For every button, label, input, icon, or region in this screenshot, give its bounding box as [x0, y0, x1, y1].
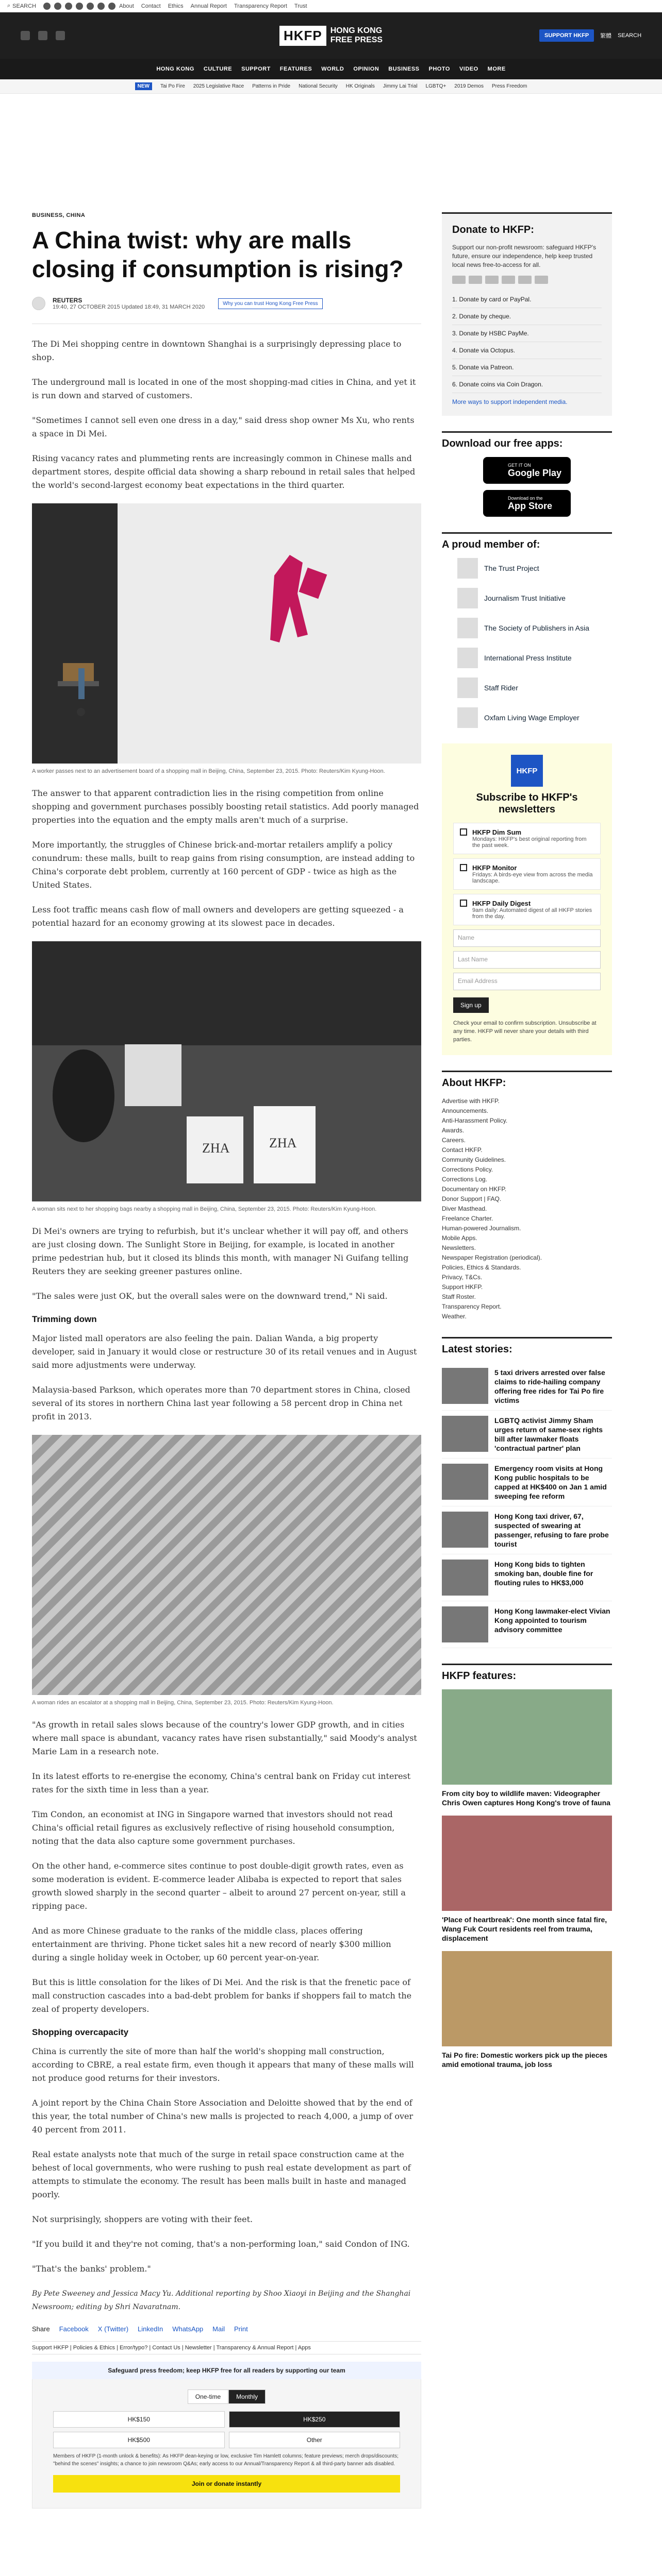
paragraph: China is currently the site of more than half the world's shopping mall construction, according to CBRE, a real estate firm, even though it appears that many of these malls will not produce good returns for their investors.: [32, 2046, 414, 2083]
paragraph: A joint report by the China Chain Store Association and Deloitte showed that by the end of this year, the total number of China's new malls is projected to reach 4,000, a jump of over 40 percent from 2011.: [32, 2098, 413, 2134]
about-link[interactable]: Documentary on HKFP.: [442, 1185, 507, 1193]
footer-links[interactable]: Support HKFP | Policies & Ethics | Error/typo? | Contact Us | Newsletter | Transparency & Annual Report | Apps: [32, 2341, 421, 2354]
paypal-icon: [502, 276, 515, 284]
telegram-icon[interactable]: [87, 3, 94, 10]
share-bar: [32, 2325, 421, 2333]
paragraph: "If you build it and they're not coming, that's a non-performing loan," said Condon of ING.: [32, 2239, 410, 2249]
paragraph: On the other hand, e-commerce sites continue to post double-digit growth rates, even as some moderation is evident. E-commerce leader Alibaba is expected to report that sales growth slowed sharply in the second quarter – albeit to around 27 percent on-year, still a ripping pace.: [32, 1861, 406, 1911]
newsletter-widget: [442, 743, 612, 1055]
author-avatar: [32, 297, 45, 310]
donate-option[interactable]: 1. Donate by card or PayPal.: [452, 291, 602, 308]
checkbox[interactable]: [460, 864, 467, 871]
photo-caption: A woman sits next to her shopping bags nearby a shopping mall in Beijing, China, September 23, 2015. Photo: Reuters/Kim Kyung-Hoon.: [32, 1206, 377, 1212]
story-item[interactable]: Emergency room visits at Hong Kong public hospitals to be capped at HK$400 on Jan 1 amid sweeping fee reform: [442, 1459, 612, 1506]
masthead: [0, 12, 662, 59]
author-name[interactable]: REUTERS: [53, 297, 82, 304]
newsletter-option[interactable]: HKFP Dim Sum Mondays: HKFP's best original reporting from the past week.: [453, 823, 601, 854]
nav-item[interactable]: OPINION: [353, 66, 379, 72]
publish-dates: 19:40, 27 OCTOBER 2015 Updated 18:49, 31 MARCH 2020: [53, 304, 205, 310]
paragraph: The Di Mei shopping centre in downtown Shanghai is a surprisingly depressing place to shop.: [32, 339, 402, 362]
paragraph: Less foot traffic means cash flow of mall owners and developers are getting squeezed - a potential hazard for an economy growing at its slowest pace in decades.: [32, 905, 404, 928]
page-wrap: [16, 94, 646, 2509]
new-badge: NEW: [135, 82, 152, 90]
donate-option[interactable]: 2. Donate by cheque.: [452, 308, 602, 325]
frequency-tabs: [53, 2389, 400, 2404]
app-store-button[interactable]: Download on the App Store: [483, 490, 571, 517]
ticker-item[interactable]: 2025 Legislative Race: [193, 83, 244, 89]
join-donate-button[interactable]: Join or donate instantly: [53, 2475, 400, 2493]
share-linkedin-link[interactable]: LinkedIn: [138, 2325, 163, 2333]
share-whatsapp-link[interactable]: WhatsApp: [172, 2325, 204, 2333]
paragraph: Malaysia-based Parkson, which operates more than 70 department stores in China, closed several of its stores in northern China last year following a 58 percent drop in China net profit in 2013.: [32, 1385, 410, 1421]
about-link[interactable]: Mobile Apps.: [442, 1234, 477, 1242]
amex-icon: [485, 276, 499, 284]
ticker-item[interactable]: HK Originals: [345, 83, 375, 89]
feature-link[interactable]: From city boy to wildlife maven: Videographer Chris Owen captures Hong Kong's trove of fauna: [442, 1789, 610, 1807]
share-mail-link[interactable]: Mail: [212, 2325, 225, 2333]
nav-item[interactable]: FEATURES: [279, 66, 312, 72]
donate-title: Donate to HKFP:: [452, 224, 534, 235]
paragraph: The answer to that apparent contradiction lies in the rising competition from online shopping and government purchases possibly boosting retail statistics. Add poorly managed properties into the equation and the empty malls aren't much of a surprise.: [32, 788, 419, 825]
support-banner[interactable]: Safeguard press freedom; keep HKFP free for all readers by supporting our team: [32, 2362, 421, 2379]
paragraph: Di Mei's owners are trying to refurbish, but it's unclear whether it will pay off, and others are just closing down. The Sunlight Store in Beijing, for example, is located in another prime pedestrian hub, but it closed its blinds this month, with manager Ni Guifang telling Reuters they are seeking greener pastures online.: [32, 1226, 409, 1276]
ticker-item[interactable]: 2019 Demos: [454, 83, 484, 89]
trust-link[interactable]: Trust: [294, 3, 307, 9]
features-title: HKFP features:: [442, 1670, 517, 1682]
trust-button[interactable]: Why you can trust Hong Kong Free Press: [218, 298, 323, 309]
story-thumbnail: [442, 1464, 488, 1500]
paragraph: More importantly, the struggles of Chinese brick-and-mortar retailers amplify a policy conundrum: these malls, built to reap gains from rising consumption, are instead adding to China's corporate debt problem, currently at 160 percent of GDP - twice as high as the United States.: [32, 840, 415, 890]
article-category[interactable]: BUSINESS, CHINA: [32, 212, 86, 218]
member-logo[interactable]: The Trust Project: [457, 558, 612, 579]
nav-item[interactable]: BUSINESS: [388, 66, 420, 72]
main-nav: [0, 59, 662, 79]
article: [32, 94, 421, 2509]
paragraph: "The sales were just OK, but the overall sales were on the downward trend," Ni said.: [32, 1291, 388, 1301]
feature-link[interactable]: Tai Po fire: Domestic workers pick up the pieces amid emotional trauma, job loss: [442, 2051, 608, 2069]
shopping-bags-illustration: [32, 941, 421, 1201]
nav-item[interactable]: MORE: [487, 66, 506, 72]
paragraph: "Sometimes I cannot sell even one dress in a day," said dress shop owner Ms Xu, who rents a space in Di Mei.: [32, 415, 415, 438]
story-item[interactable]: Hong Kong taxi driver, 67, suspected of swearing at passenger, refusing to fare probe tourist: [442, 1506, 612, 1554]
feature-link[interactable]: 'Place of heartbreak': One month since fatal fire, Wang Fuk Court residents reel from trauma, displacement: [442, 1916, 607, 1942]
signup-button[interactable]: Sign up: [453, 997, 489, 1013]
about-link[interactable]: Corrections Log.: [442, 1176, 488, 1183]
newsletter-note: Check your email to confirm subscription. Unsubscribe at any time. HKFP will never share your details with third parties.: [453, 1020, 597, 1043]
member-logo[interactable]: The Society of Publishers in Asia: [457, 618, 612, 638]
donate-option[interactable]: 5. Donate via Patreon.: [452, 359, 602, 376]
about-link[interactable]: Announcements.: [442, 1107, 489, 1114]
email-field[interactable]: Email Address: [453, 973, 601, 990]
share-print-link[interactable]: Print: [234, 2325, 248, 2333]
oxfam-logo: [457, 707, 478, 728]
feature-image[interactable]: [442, 1951, 612, 2046]
latest-title: Latest stories:: [442, 1344, 512, 1355]
ticker-item[interactable]: LGBTQ+: [425, 83, 446, 89]
ticker-item[interactable]: Jimmy Lai Trial: [383, 83, 418, 89]
story-item[interactable]: Hong Kong lawmaker-elect Vivian Kong appointed to tourism advisory committee: [442, 1601, 612, 1648]
share-label: Share: [32, 2325, 50, 2333]
topic-ticker: [0, 79, 662, 94]
story-thumbnail: [442, 1560, 488, 1596]
ethics-link[interactable]: Ethics: [168, 3, 184, 9]
story-thumbnail: [442, 1368, 488, 1404]
ticker-item[interactable]: Patterns in Pride: [252, 83, 291, 89]
paragraph: But this is little consolation for the likes of Di Mei. And the risk is that the frenetic pace of mall construction cascades into a bad-debt problem for banks if shoppers fail to match the zeal of property developers.: [32, 1977, 412, 2014]
about-link[interactable]: Weather.: [442, 1313, 467, 1320]
byline: [32, 297, 421, 310]
amount-option[interactable]: HK$250: [229, 2411, 401, 2428]
nav-item[interactable]: SUPPORT: [241, 66, 271, 72]
members-title: A proud member of:: [442, 539, 540, 550]
apps-widget: [442, 431, 612, 517]
section-heading: Shopping overcapacity: [32, 2027, 129, 2037]
section-heading: Trimming down: [32, 1314, 97, 1324]
instagram-icon[interactable]: [56, 31, 65, 40]
ipi-logo: [457, 648, 478, 668]
donate-form: [32, 2379, 421, 2509]
svg-text:ZHA: ZHA: [202, 1141, 230, 1156]
google-play-button[interactable]: GET IT ON Google Play: [483, 457, 571, 484]
linkedin-icon[interactable]: [97, 3, 105, 10]
jti-logo: [457, 588, 478, 608]
tab-monthly[interactable]: Monthly: [228, 2389, 266, 2404]
apps-title: Download our free apps:: [442, 438, 563, 449]
donate-option[interactable]: 3. Donate by HSBC PayMe.: [452, 325, 602, 342]
search-link[interactable]: ⌕ SEARCH: [7, 3, 37, 9]
visa-icon: [469, 276, 482, 284]
nav-item[interactable]: VIDEO: [459, 66, 478, 72]
paragraph: Major listed mall operators are also feeling the pain. Dalian Wanda, a big property developer, said in January it would close or restructure 30 of its retail venues and in August said more adjustments were underway.: [32, 1333, 417, 1370]
feature-image[interactable]: [442, 1689, 612, 1785]
member-logo[interactable]: Oxfam Living Wage Employer: [457, 707, 612, 728]
paragraph: "That's the banks' problem.": [32, 2264, 151, 2274]
story-thumbnail: [442, 1416, 488, 1452]
tab-one-time[interactable]: One-time: [188, 2389, 228, 2404]
facebook-icon[interactable]: [43, 3, 51, 10]
more-ways-link[interactable]: More ways to support independent media.: [452, 398, 568, 405]
photo-caption: A worker passes next to an advertisement board of a shopping mall in Beijing, China, September 23, 2015. Photo: Reuters/Kim Kyung-Hoon.: [32, 768, 385, 774]
amount-options: [53, 2432, 400, 2448]
top-utility-bar: [0, 0, 662, 12]
about-link[interactable]: Policies, Ethics & Standards.: [442, 1264, 521, 1271]
donate-option[interactable]: 6. Donate coins via Coin Dragon.: [452, 376, 602, 393]
latest-stories-widget: [442, 1337, 612, 1648]
instagram-icon[interactable]: [65, 3, 72, 10]
about-link[interactable]: Support HKFP.: [442, 1283, 483, 1291]
paragraph: Not surprisingly, shoppers are voting with their feet.: [32, 2214, 253, 2224]
transparency-link[interactable]: Transparency Report: [234, 3, 287, 9]
article-title: A China twist: why are malls closing if consumption is rising?: [32, 227, 404, 282]
about-link[interactable]: Community Guidelines.: [442, 1156, 506, 1163]
about-link[interactable]: Diver Masthead.: [442, 1205, 487, 1212]
donate-widget: [442, 212, 612, 416]
about-link[interactable]: Anti-Harassment Policy.: [442, 1117, 508, 1124]
features-widget: [442, 1664, 612, 2069]
amount-other[interactable]: Other: [229, 2432, 401, 2448]
ticker-item[interactable]: National Security: [299, 83, 338, 89]
masthead-right: [383, 29, 641, 42]
nav-item[interactable]: WORLD: [321, 66, 344, 72]
staff-rider-logo: [457, 677, 478, 698]
article-photo-escalator: [32, 1435, 421, 1695]
trust-project-logo: [457, 558, 478, 579]
masthead-left: [21, 31, 279, 40]
billboard-illustration: [32, 503, 421, 764]
newsletter-option[interactable]: HKFP Daily Digest 9am daily: Automated digest of all HKFP stories from the day.: [453, 894, 601, 925]
about-link[interactable]: Newspaper Registration (periodical).: [442, 1254, 542, 1261]
story-item[interactable]: LGBTQ activist Jimmy Sham urges return of same-sex rights bill after lawmaker floats 'contractual partner' plan: [442, 1411, 612, 1459]
ticker-item[interactable]: Press Freedom: [492, 83, 527, 89]
about-list: [442, 1096, 612, 1321]
photo-caption: A woman rides an escalator at a shopping mall in Beijing, China, September 23, 2015. Photo: Reuters/Kim Kyung-Hoon.: [32, 1700, 334, 1706]
payment-icons: [452, 276, 602, 284]
member-logo[interactable]: International Press Institute: [457, 648, 612, 668]
newsletter-title: Subscribe to HKFP's newsletters: [476, 792, 578, 815]
paragraph: "As growth in retail sales slows because of the country's lower GDP growth, and in cities where mall space is abundant, vacancy rates have risen substantially," said Moody's analyst Marie Lam in a research note.: [32, 1720, 417, 1756]
search-icon: ⌕: [7, 3, 11, 9]
article-photo-mall-billboard: [32, 503, 421, 764]
nav-item[interactable]: PHOTO: [428, 66, 450, 72]
about-link[interactable]: Contact HKFP.: [442, 1146, 483, 1154]
svg-text:ZHA: ZHA: [269, 1136, 297, 1150]
member-logo[interactable]: Journalism Trust Initiative: [457, 588, 612, 608]
amount-option[interactable]: HK$500: [53, 2432, 225, 2448]
paragraph: Rising vacancy rates and plummeting rents are increasingly common in Chinese malls and department stores, despite official data showing a sharp rebound in retail sales that helped the world's second-largest economy beat expectations in the third quarter.: [32, 453, 416, 490]
donate-option[interactable]: 4. Donate via Octopus.: [452, 342, 602, 359]
contact-link[interactable]: Contact: [141, 3, 161, 9]
about-link[interactable]: Advertise with HKFP.: [442, 1097, 500, 1105]
youtube-icon[interactable]: [76, 3, 83, 10]
x-icon[interactable]: [38, 31, 47, 40]
about-link[interactable]: Corrections Policy.: [442, 1166, 493, 1173]
site-logo[interactable]: HKFP HONG KONG FREE PRESS: [279, 26, 383, 46]
about-link[interactable]: Human-powered Journalism.: [442, 1225, 521, 1232]
gpay-icon: [518, 276, 532, 284]
hkfp-logo: HKFP: [511, 755, 543, 787]
paragraph: Real estate analysts note that much of the surge in retail space construction came at the behest of local governments, who were rushing to push real estate development as part of attempts to stimulate the economy. The result has been malls built in haste and managed poorly.: [32, 2149, 411, 2199]
story-item[interactable]: 5 taxi drivers arrested over false claims to ride-hailing company offering free rides for Tai Po fire victims: [442, 1363, 612, 1411]
paragraph: In its latest efforts to re-energise the economy, China's central bank on Friday cut interest rates for the sixth time in less than a year.: [32, 1771, 411, 1794]
article-photo-woman-shopping-bags: [32, 941, 421, 1201]
about-link[interactable]: Donor Support | FAQ.: [442, 1195, 502, 1202]
share-x-link[interactable]: X (Twitter): [97, 2325, 129, 2333]
sopa-logo: [457, 618, 478, 638]
about-link[interactable]: Newsletters.: [442, 1244, 476, 1251]
ticker-item[interactable]: Tai Po Fire: [160, 83, 185, 89]
annual-report-link[interactable]: Annual Report: [190, 3, 227, 9]
about-link[interactable]: Careers.: [442, 1137, 466, 1144]
donate-lead[interactable]: Support our non-profit newsroom: safeguard HKFP's future, ensure our independence, help keep trusted local news free-to-access for all.: [452, 244, 597, 268]
paragraph: And as more Chinese graduate to the ranks of the middle class, places offering entertainment are thriving. Phone ticket sales hit a new record of nearly $300 million during a single holiday week in October, up 60 percent year-on-year.: [32, 1926, 391, 1962]
story-item[interactable]: Hong Kong bids to tighten smoking ban, double fine for flouting rules to HK$3,000: [442, 1554, 612, 1601]
amount-option[interactable]: HK$150: [53, 2411, 225, 2428]
about-link[interactable]: Staff Roster.: [442, 1293, 476, 1300]
feature-image[interactable]: [442, 1816, 612, 1911]
about-widget: [442, 1071, 612, 1321]
about-link[interactable]: Transparency Report.: [442, 1303, 502, 1310]
checkbox[interactable]: [460, 828, 467, 836]
story-thumbnail: [442, 1512, 488, 1548]
x-icon[interactable]: [54, 3, 61, 10]
rss-icon[interactable]: [108, 3, 115, 10]
paragraph: The underground mall is located in one of the most shopping-mad cities in China, and yet it is run down and starved of customers.: [32, 377, 416, 400]
facebook-icon[interactable]: [21, 31, 30, 40]
about-link[interactable]: About: [119, 3, 134, 9]
name-field[interactable]: Name: [453, 929, 601, 947]
language-toggle[interactable]: 繁體: [600, 33, 612, 39]
member-logo[interactable]: Staff Rider: [457, 677, 612, 698]
sidebar: [442, 212, 612, 2084]
article-credit: By Pete Sweeney and Jessica Macy Yu. Additional reporting by Shoo Xiaoyi in Beijing and the Shanghai Newsroom; editing by Shri Navaratnam.: [32, 2290, 411, 2311]
checkbox[interactable]: [460, 900, 467, 907]
mastercard-icon: [452, 276, 466, 284]
share-facebook-link[interactable]: Facebook: [59, 2325, 89, 2333]
about-link[interactable]: Awards.: [442, 1127, 465, 1134]
nav-item[interactable]: CULTURE: [203, 66, 233, 72]
masthead-search[interactable]: SEARCH: [618, 32, 642, 39]
membership-note: Members of HKFP (1-month unlock & benefits): As HKFP dean-keying or low, exclusive Tim Hamlett columns; feature previews; merch drops/discounts; "behind the scenes" insights; a chance to join newsroom Q&As; early access to our Annual/Transparency Report & all third-party banner ads disabled.: [53, 2453, 399, 2467]
apple-pay-icon: [535, 276, 548, 284]
amount-options: [53, 2411, 400, 2428]
story-thumbnail: [442, 1606, 488, 1642]
paragraph: Tim Condon, an economist at ING in Singapore warned that investors should not read China's official retail figures as exclusively reflective of rising household consumption, noting that the data also capture some government purchases.: [32, 1809, 395, 1846]
newsletter-option[interactable]: HKFP Monitor Fridays: A birds-eye view from across the media landscape.: [453, 858, 601, 890]
members-widget: [442, 532, 612, 728]
nav-item[interactable]: HONG KONG: [156, 66, 194, 72]
last-name-field[interactable]: Last Name: [453, 951, 601, 969]
support-hkfp-button[interactable]: SUPPORT HKFP: [539, 29, 594, 42]
about-title: About HKFP:: [442, 1077, 506, 1089]
about-link[interactable]: Freelance Charter.: [442, 1215, 493, 1222]
about-link[interactable]: Privacy, T&Cs.: [442, 1274, 483, 1281]
